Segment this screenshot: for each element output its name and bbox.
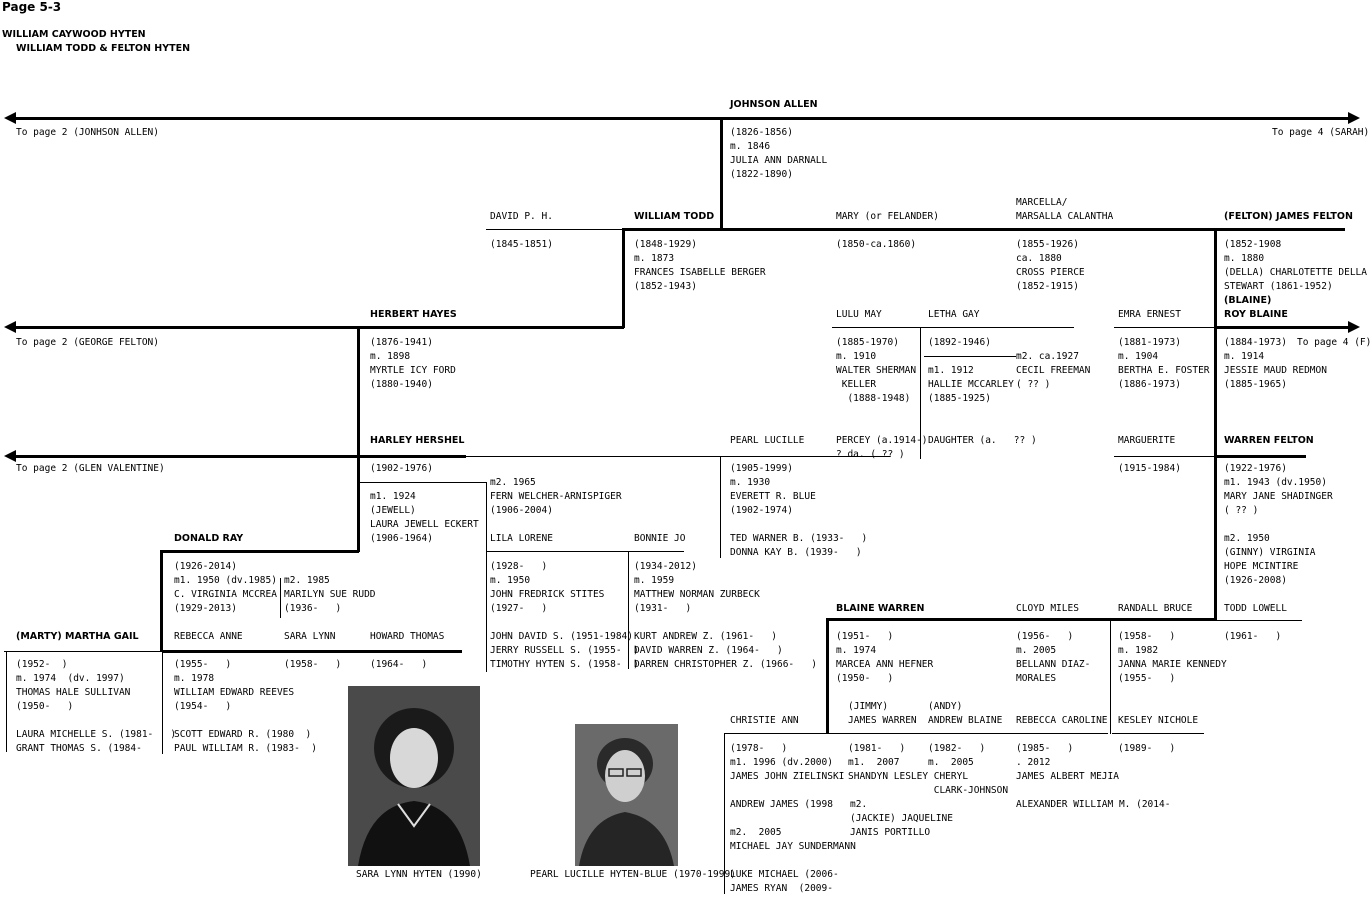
mary-name: MARY (or FELANDER) — [836, 211, 939, 222]
lulu-letha-line — [832, 327, 1074, 328]
arrow-left-icon[interactable] — [4, 112, 16, 124]
sara-photo-caption: SARA LYNN HYTEN (1990) — [356, 869, 482, 880]
marcella-info: (1855-1926) ca. 1880 CROSS PIERCE (1852-1915) — [1016, 239, 1085, 292]
andrew-info2: m2. (JACKIE) JAQUELINE JANIS PORTILLO — [850, 799, 953, 838]
randall-vline — [1110, 620, 1111, 734]
howard-name: HOWARD THOMAS — [370, 631, 445, 642]
kesley-name: KESLEY NICHOLE — [1118, 715, 1199, 726]
andrew-name: ANDREW BLAINE — [928, 715, 1003, 726]
to-page2-link[interactable]: To page 2 (JONHSON ALLEN) — [16, 127, 159, 138]
header-line1: WILLIAM CAYWOOD HYTEN — [2, 29, 146, 40]
harley-name: HARLEY HERSHEL — [370, 435, 465, 446]
sara-lynn-photo — [348, 686, 480, 866]
gen4-left-line — [14, 455, 466, 458]
christie-name: CHRISTIE ANN — [730, 715, 799, 726]
andrew-nick: (ANDY) — [928, 701, 963, 712]
martha-line — [4, 651, 162, 652]
percey-daughter: ? da. ( ?? ) — [836, 449, 905, 460]
arrow-right-icon[interactable] — [1348, 321, 1360, 333]
martha-vline — [6, 652, 7, 752]
emra-line — [1114, 327, 1214, 328]
pearl-vline — [720, 456, 721, 558]
gen2-line — [623, 228, 1345, 231]
rebecca-c-info: (1985- ) . 2012 JAMES ALBERT MEJIA ALEXANDER WILLIAM M. (2014- — [1016, 743, 1171, 810]
christie-info: (1978- ) m1. 1996 (dv.2000) JAMES JOHN ZIELINSKI ANDREW JAMES (1998 m2. 2005 MICHAEL JAY SUNDERMANN LUKE MICHAEL (2006- JAMES RYAN (2009- — [730, 743, 856, 894]
blaine-info: (1951- ) m. 1974 MARCEA ANN HEFNER (1950- ) — [836, 631, 934, 684]
felton-name: (FELTON) JAMES FELTON — [1224, 211, 1353, 222]
lulu-info: (1885-1970) m. 1910 WALTER SHERMAN KELLER (1888-1948) — [836, 337, 917, 404]
rebecca-info: (1955- ) m. 1978 WILLIAM EDWARD REEVES (1954- ) SCOTT EDWARD R. (1980 ) PAUL WILLIAM R. (1983- ) — [174, 659, 317, 754]
randall-info: (1958- ) m. 1982 JANNA MARIE KENNEDY (1955- ) — [1118, 631, 1227, 684]
donald-name: DONALD RAY — [174, 533, 244, 544]
pearl-line — [466, 456, 890, 457]
to-page2-george-link[interactable]: To page 2 (GEORGE FELTON) — [16, 337, 159, 348]
randall-name: RANDALL BRUCE — [1118, 603, 1193, 614]
felton-info: (1852-1908 m. 1880 (DELLA) CHARLOTETTE DELLA STEWART (1861-1952) — [1224, 239, 1367, 292]
gen1-line — [14, 117, 1348, 120]
herbert-vline — [357, 326, 360, 552]
cloyd-name: CLOYD MILES — [1016, 603, 1079, 614]
kesley-info: (1989- ) — [1118, 743, 1176, 754]
to-page4-f-link[interactable]: To page 4 (F) — [1297, 337, 1371, 348]
warren-name: WARREN FELTON — [1224, 435, 1314, 446]
emra-name: EMRA ERNEST — [1118, 309, 1181, 320]
header-line2: WILLIAM TODD & FELTON HYTEN — [16, 43, 191, 54]
arrow-right-icon[interactable] — [1348, 112, 1360, 124]
sara-name: SARA LYNN — [284, 631, 336, 642]
david-info: (1845-1851) — [490, 239, 553, 250]
harley-m2-vline — [486, 482, 487, 672]
pearl-info: (1905-1999) m. 1930 EVERETT R. BLUE (1902-1974) TED WARNER B. (1933- ) DONNA KAY B. (1939- ) — [730, 463, 868, 558]
william-vline — [622, 228, 625, 328]
james-info: (1981- ) m1. 2007 SHANDYN LESLEY — [848, 743, 929, 782]
sara-info: (1958- ) — [284, 659, 342, 670]
gen3-left-line — [14, 326, 624, 329]
harley-m2-line — [360, 482, 486, 483]
to-page4-link[interactable]: To page 4 (SARAH) — [1272, 127, 1370, 138]
letha-m2-line — [924, 356, 1016, 357]
william-name: WILLIAM TODD — [634, 211, 715, 222]
donald-m2-vline — [280, 578, 281, 618]
rebecca-name: REBECCA ANNE — [174, 631, 243, 642]
blaine-children-line — [828, 733, 1108, 734]
donald-info: (1926-2014) m1. 1950 (dv.1985) C. VIRGINIA MCCREA (1929-2013) — [174, 561, 277, 614]
cloyd-info: (1956- ) m. 2005 BELLANN DIAZ- MORALES — [1016, 631, 1091, 684]
todd-info: (1961- ) — [1224, 631, 1282, 642]
page-label: Page 5-3 — [2, 0, 62, 14]
arrow-left-icon[interactable] — [4, 450, 16, 462]
christie-line — [724, 733, 828, 734]
donald-line — [160, 550, 359, 553]
roy-name: ROY BLAINE — [1224, 309, 1288, 320]
emra-info: (1881-1973) m. 1904 BERTHA E. FOSTER (1886-1973) — [1118, 337, 1210, 390]
gen5-right-line — [826, 618, 1216, 621]
pearl-lucille-photo — [575, 724, 678, 866]
bonnie-info: (1934-2012) m. 1959 MATTHEW NORMAN ZURBECK (1931- ) KURT ANDREW Z. (1961- ) DAVID WARREN Z. (1964- ) DARREN CHRISTOPHER Z. (1966- ) — [634, 561, 818, 670]
pearl-name: PEARL LUCILLE — [730, 435, 805, 446]
roy-line — [1214, 326, 1348, 329]
james-nick: (JIMMY) — [848, 701, 889, 712]
andrew-info: (1982- ) m. 2005 CHERYL CLARK-JOHNSON — [928, 743, 1009, 796]
marcella-name: MARCELLA/ MARSALLA CALANTHA — [1016, 197, 1114, 222]
lila-name: LILA LORENE — [490, 533, 553, 544]
lila-info: (1928- ) m. 1950 JOHN FREDRICK STITES (1927- ) JOHN DAVID S. (1951-1984) JERRY RUSSELL S. (1955- ) TIMOTHY HYTEN S. (1958- ) — [490, 561, 639, 670]
david-name: DAVID P. H. — [490, 211, 553, 222]
daughter-name: DAUGHTER (a. ?? ) — [928, 435, 1037, 446]
rebecca-c-name: REBECCA CAROLINE — [1016, 715, 1108, 726]
letha-info3: m2. ca.1927 CECIL FREEMAN ( ?? ) — [1016, 351, 1091, 390]
letha-info1: (1892-1946) — [928, 337, 991, 348]
harley-info1: (1902-1976) — [370, 463, 433, 474]
donald-info2: m2. 1985 MARILYN SUE RUDD (1936- ) — [284, 575, 376, 614]
warren-info: (1922-1976) m1. 1943 (dv.1950) MARY JANE SHADINGER ( ?? ) m2. 1950 (GINNY) VIRGINIA HOPE MCINTIRE (1926-2008) — [1224, 463, 1333, 586]
kesley-line — [1112, 733, 1204, 734]
johnson-info: (1826-1856) m. 1846 JULIA ANN DARNALL (1822-1890) — [730, 127, 828, 180]
todd-name: TODD LOWELL — [1224, 603, 1287, 614]
harley-info3: m2. 1965 FERN WELCHER-ARNISPIGER (1906-2004) — [490, 477, 622, 516]
martha-info: (1952- ) m. 1974 (dv. 1997) THOMAS HALE SULLIVAN (1950- ) LAURA MICHELLE S. (1981- ) GRANT THOMAS S. (1984- — [16, 659, 177, 754]
bonnie-name: BONNIE JO — [634, 533, 686, 544]
todd-line — [1216, 620, 1302, 621]
james-name: JAMES WARREN — [848, 715, 917, 726]
william-info: (1848-1929) m. 1873 FRANCES ISABELLE BERGER (1852-1943) — [634, 239, 766, 292]
david-line — [486, 229, 624, 230]
howard-info: (1964- ) — [370, 659, 428, 670]
arrow-left-icon[interactable] — [4, 321, 16, 333]
warren-line — [1214, 455, 1306, 458]
roy-nick: (BLAINE) — [1224, 295, 1272, 306]
felton-vline — [1214, 228, 1217, 620]
to-page2-glen-link[interactable]: To page 2 (GLEN VALENTINE) — [16, 463, 165, 474]
johnson-vline — [720, 117, 723, 230]
percey-name: PERCEY (a.1914-) — [836, 435, 928, 446]
roy-info: (1884-1973) m. 1914 JESSIE MAUD REDMON (1885-1965) — [1224, 337, 1327, 390]
letha-name: LETHA GAY — [928, 309, 980, 320]
pearl-photo-caption: PEARL LUCILLE HYTEN-BLUE (1970-1999) — [530, 869, 736, 880]
mary-info: (1850-ca.1860) — [836, 239, 917, 250]
herbert-name: HERBERT HAYES — [370, 309, 457, 320]
donald-vline — [160, 550, 163, 652]
lila-bonnie-line — [486, 551, 684, 552]
herbert-info: (1876-1941) m. 1898 MYRTLE ICY FORD (1880-1940) — [370, 337, 456, 390]
marguerite-name: MARGUERITE — [1118, 435, 1176, 446]
marguerite-line — [1114, 456, 1214, 457]
marguerite-info: (1915-1984) — [1118, 463, 1181, 474]
letha-info2: m1. 1912 HALLIE MCCARLEY (1885-1925) — [928, 365, 1014, 404]
blaine-name: BLAINE WARREN — [836, 603, 925, 614]
johnson-allen-name: JOHNSON ALLEN — [730, 99, 818, 110]
blaine-vline — [826, 618, 829, 734]
martha-name: (MARTY) MARTHA GAIL — [16, 631, 139, 642]
lulu-name: LULU MAY — [836, 309, 882, 320]
donald-children-line — [162, 650, 462, 653]
harley-info2: m1. 1924 (JEWELL) LAURA JEWELL ECKERT (1906-1964) — [370, 491, 479, 544]
